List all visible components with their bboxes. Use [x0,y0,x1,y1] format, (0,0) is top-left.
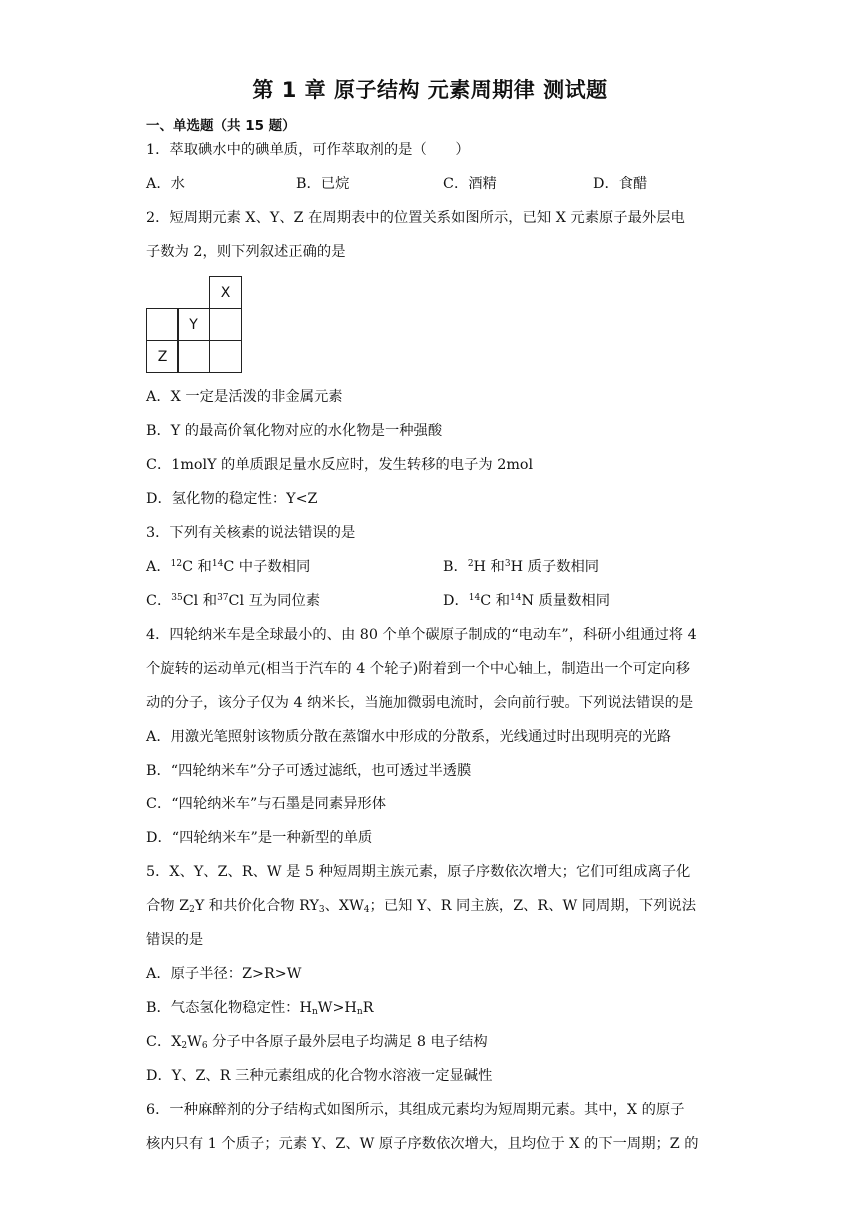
q2-option-d: D．氢化物的稳定性：Y<Z [146,491,318,507]
nuclide-text: Cl 和 [182,593,218,609]
q3-option-a [146,560,310,574]
section-heading: 一、单选题（共 15 题） [146,118,296,134]
nuclide-text: C 和 [480,593,510,609]
q4-option-a: A．用激光笔照射该物质分散在蒸馏水中形成的分散系，光线通过时出现明亮的光路 [146,729,672,745]
option-prefix: A． [146,559,171,575]
subscript: 3 [318,905,325,915]
periodic-table-fragment [146,276,242,372]
text-run: 、XW [324,898,364,914]
q1-option-c: C．酒精 [443,176,497,192]
q4-stem-line2: 个旋转的运动单元(相当于汽车的 4 个轮子)附着到一个中心轴上，制造出一个可定向移 [146,661,691,677]
mass-number: 37 [217,593,229,603]
text-run: W>H [317,1000,357,1016]
q1-option-b: B．已烷 [296,176,350,192]
mass-number: 14 [211,559,224,569]
q4-stem-line3: 动的分子，该分子仅为 4 纳米长，当施加微弱电流时，会向前行驶。下列说法错误的是 [146,695,694,711]
q3-option-c [146,594,320,608]
q4-stem-line1: 4．四轮纳米车是全球最小的、由 80 个单个碳原子制成的“电动车”，科研小组通过将 4 [146,627,697,643]
option-prefix: D． [443,593,469,609]
q3-stem: 3．下列有关核素的说法错误的是 [146,525,356,541]
text-run: 分子中各原子最外层电子均满足 8 电子结构 [207,1034,488,1050]
cell-z: Z [146,340,179,373]
cell-empty [146,308,179,341]
q5-stem-line3: 错误的是 [146,932,204,948]
cell-empty [209,340,242,373]
q4-option-d: D．“四轮纳米车”是一种新型的单质 [146,830,373,846]
cell-y: Y [177,308,210,341]
mass-number: 2 [467,559,474,569]
subscript: 6 [201,1041,208,1051]
subscript: 2 [181,1041,188,1051]
option-prefix: B． [443,559,468,575]
q5-stem-line1: 5．X、Y、Z、R、W 是 5 种短周期主族元素，原子序数依次增大；它们可组成离子化 [146,864,691,880]
mass-number: 14 [468,593,481,603]
text-run: ；已知 Y、R 同主族，Z、R、W 同周期，下列说法 [369,898,697,914]
option-prefix: C． [146,593,172,609]
q2-stem-line2: 子数为 2，则下列叙述正确的是 [146,244,346,260]
nuclide-text: Cl 互为同位素 [228,593,321,609]
q2-stem-line1: 2．短周期元素 X、Y、Z 在周期表中的位置关系如图所示，已知 X 元素原子最外层电 [146,210,685,226]
subscript: n [311,1007,318,1017]
mass-number: 35 [171,593,183,603]
subscript: n [356,1007,363,1017]
q2-option-b: B．Y 的最高价氧化物对应的水化物是一种强酸 [146,423,443,439]
subscript: 2 [189,905,195,915]
q5-option-d: D．Y、Z、R 三种元素组成的化合物水溶液一定显碱性 [146,1068,493,1084]
nuclide-text: C 和 [182,559,212,575]
cell-x: X [209,276,242,309]
text-run: B．气态氢化物稳定性：H [146,1000,312,1016]
mass-number: 12 [170,559,183,569]
q5-option-a: A．原子半径：Z>R>W [146,966,302,982]
q5-stem-line2 [146,899,696,915]
subscript: 4 [363,905,370,915]
q1-option-d: D．食醋 [593,176,648,192]
text-run: R [362,1000,374,1016]
mass-number: 3 [504,559,511,569]
q2-option-c: C．1molY 的单质跟足量水反应时，发生转移的电子为 2mol [146,457,534,473]
text-run: C．X [146,1034,182,1050]
q5-option-b [146,1001,373,1017]
document-title: 第 1 章 原子结构 元素周期律 测试题 [252,78,608,102]
nuclide-text: N 质量数相同 [521,593,610,609]
mass-number: 14 [510,593,522,603]
q6-stem-line1: 6．一种麻醉剂的分子结构式如图所示，其组成元素均为短周期元素。其中，X 的原子 [146,1102,685,1118]
cell-empty [177,340,210,373]
nuclide-text: H 和 [473,559,505,575]
q1-option-a: A．水 [146,176,185,192]
cell-empty [209,308,242,341]
q2-option-a: A．X 一定是活泼的非金属元素 [146,389,343,405]
q3-option-b [443,560,599,574]
text-run: Y 和共价化合物 RY [194,898,319,914]
text-run: W [187,1034,202,1050]
q6-stem-line2: 核内只有 1 个质子；元素 Y、Z、W 原子序数依次增大，且均位于 X 的下一周期；Z 的 [146,1136,699,1152]
text-run: 合物 Z [146,898,190,914]
q1-stem: 1．萃取碘水中的碘单质，可作萃取剂的是（ ） [146,142,470,158]
q4-option-c: C．“四轮纳米车”与石墨是同素异形体 [146,796,387,812]
q3-option-d [443,594,610,608]
q5-option-c [146,1035,488,1051]
q4-option-b: B．“四轮纳米车”分子可透过滤纸，也可透过半透膜 [146,763,472,779]
nuclide-text: H 质子数相同 [510,559,600,575]
nuclide-text: C 中子数相同 [223,559,311,575]
